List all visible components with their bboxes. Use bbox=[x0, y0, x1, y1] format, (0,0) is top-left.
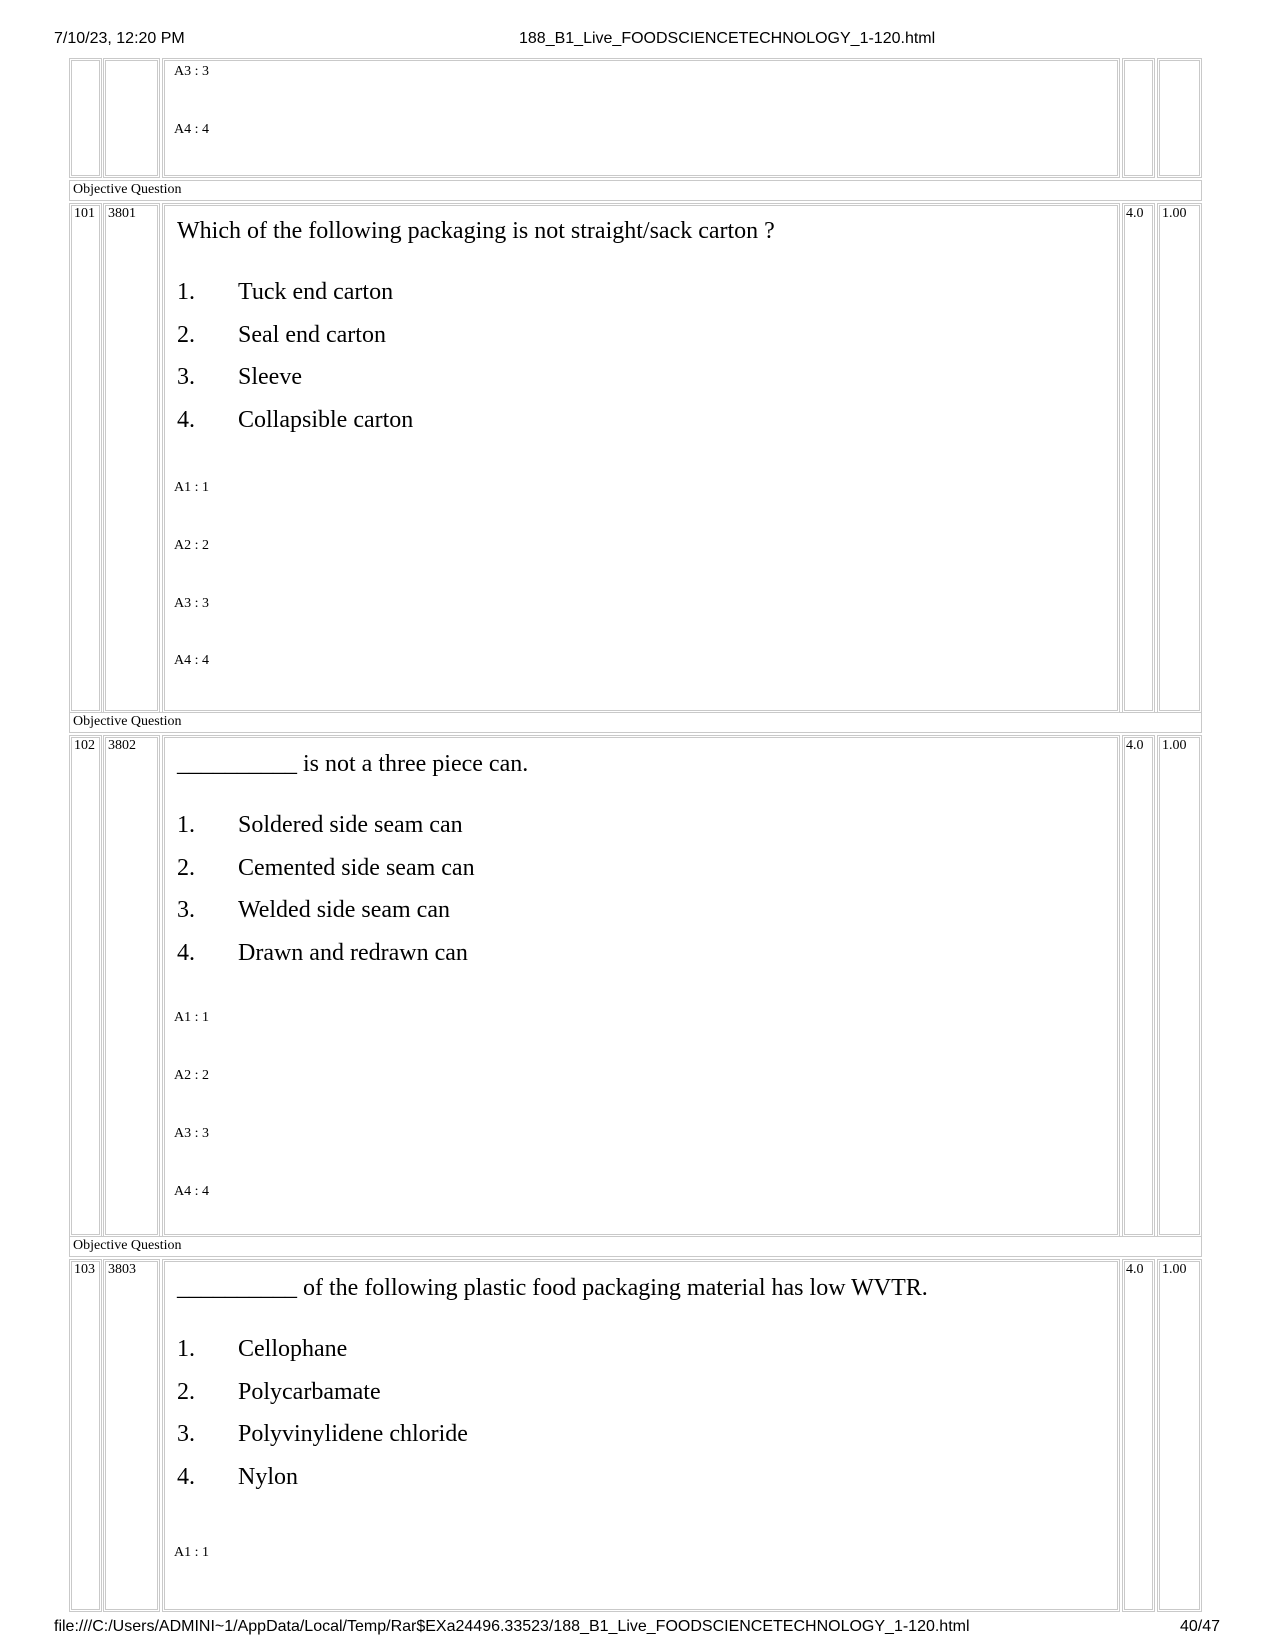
sno-cell bbox=[69, 735, 102, 1237]
sno-cell bbox=[69, 1259, 102, 1612]
option-number: 2. bbox=[177, 322, 195, 348]
option-text: Nylon bbox=[238, 1464, 298, 1490]
option-number: 4. bbox=[177, 1464, 195, 1490]
option-text: Sleeve bbox=[238, 364, 302, 390]
marks-value: 4.0 bbox=[1126, 206, 1144, 221]
answer-label: A1 : 1 bbox=[174, 480, 209, 495]
neg-cell bbox=[1157, 203, 1202, 713]
qid-cell bbox=[103, 58, 160, 178]
answer-label: A1 : 1 bbox=[174, 1010, 209, 1025]
option-number: 1. bbox=[177, 812, 195, 838]
option-text: Collapsible carton bbox=[238, 407, 414, 433]
answer-label: A1 : 1 bbox=[174, 1545, 209, 1560]
negative-marks-value: 1.00 bbox=[1162, 738, 1187, 753]
print-datetime: 7/10/23, 12:20 PM bbox=[54, 30, 185, 47]
qid-cell bbox=[103, 203, 160, 713]
negative-marks-value: 1.00 bbox=[1162, 1262, 1187, 1277]
option-text: Polyvinylidene chloride bbox=[238, 1421, 468, 1447]
question-id: 3803 bbox=[108, 1262, 136, 1277]
section-label: Objective Question bbox=[73, 182, 182, 197]
section-label: Objective Question bbox=[73, 1238, 182, 1253]
option-text: Tuck end carton bbox=[238, 279, 394, 305]
option-number: 2. bbox=[177, 1379, 195, 1405]
marks-cell bbox=[1122, 735, 1155, 1237]
section-header-row bbox=[69, 180, 1202, 201]
option-number: 4. bbox=[177, 940, 195, 966]
answer-label: A3 : 3 bbox=[174, 64, 209, 79]
question-id: 3801 bbox=[108, 206, 136, 221]
option-number: 1. bbox=[177, 1336, 195, 1362]
question-text: __________ of the following plastic food packaging material has low WVTR. bbox=[177, 1275, 928, 1301]
answer-label: A4 : 4 bbox=[174, 122, 209, 137]
option-text: Drawn and redrawn can bbox=[238, 940, 468, 966]
answer-label: A4 : 4 bbox=[174, 1184, 209, 1199]
neg-cell bbox=[1157, 1259, 1202, 1612]
question-id: 3802 bbox=[108, 738, 136, 753]
option-number: 3. bbox=[177, 364, 195, 390]
question-text: Which of the following packaging is not straight/sack carton ? bbox=[177, 218, 775, 244]
option-text: Seal end carton bbox=[238, 322, 386, 348]
negative-marks-value: 1.00 bbox=[1162, 206, 1187, 221]
section-header-row bbox=[69, 712, 1202, 733]
question-text: __________ is not a three piece can. bbox=[177, 751, 529, 777]
marks-value: 4.0 bbox=[1126, 1262, 1144, 1277]
marks-cell bbox=[1122, 203, 1155, 713]
neg-cell bbox=[1157, 58, 1202, 178]
section-label: Objective Question bbox=[73, 714, 182, 729]
option-text: Cellophane bbox=[238, 1336, 348, 1362]
print-doc-title: 188_B1_Live_FOODSCIENCETECHNOLOGY_1-120.html bbox=[519, 30, 936, 47]
qid-cell bbox=[103, 1259, 160, 1612]
question-cell bbox=[162, 58, 1120, 178]
print-file-path: file:///C:/Users/ADMINI~1/AppData/Local/Temp/Rar$EXa24496.33523/188_B1_Live_FOODSCIENCETECHNOLOGY_1-120.html bbox=[54, 1618, 970, 1635]
option-number: 4. bbox=[177, 407, 195, 433]
answer-label: A3 : 3 bbox=[174, 596, 209, 611]
marks-value: 4.0 bbox=[1126, 738, 1144, 753]
option-text: Welded side seam can bbox=[238, 897, 450, 923]
option-number: 1. bbox=[177, 279, 195, 305]
option-text: Soldered side seam can bbox=[238, 812, 463, 838]
sno-cell bbox=[69, 203, 102, 713]
serial-number: 103 bbox=[74, 1262, 95, 1277]
neg-cell bbox=[1157, 735, 1202, 1237]
answer-label: A3 : 3 bbox=[174, 1126, 209, 1141]
answer-label: A2 : 2 bbox=[174, 1068, 209, 1083]
option-number: 2. bbox=[177, 855, 195, 881]
option-number: 3. bbox=[177, 1421, 195, 1447]
answer-label: A2 : 2 bbox=[174, 538, 209, 553]
marks-cell bbox=[1122, 1259, 1155, 1612]
option-text: Polycarbamate bbox=[238, 1379, 381, 1405]
marks-cell bbox=[1122, 58, 1155, 178]
print-page-number: 40/47 bbox=[1180, 1618, 1221, 1635]
option-text: Cemented side seam can bbox=[238, 855, 475, 881]
option-number: 3. bbox=[177, 897, 195, 923]
answer-label: A4 : 4 bbox=[174, 653, 209, 668]
question-cell bbox=[162, 735, 1120, 1237]
serial-number: 102 bbox=[74, 738, 95, 753]
sno-cell bbox=[69, 58, 102, 178]
qid-cell bbox=[103, 735, 160, 1237]
section-header-row bbox=[69, 1236, 1202, 1257]
serial-number: 101 bbox=[74, 206, 95, 221]
